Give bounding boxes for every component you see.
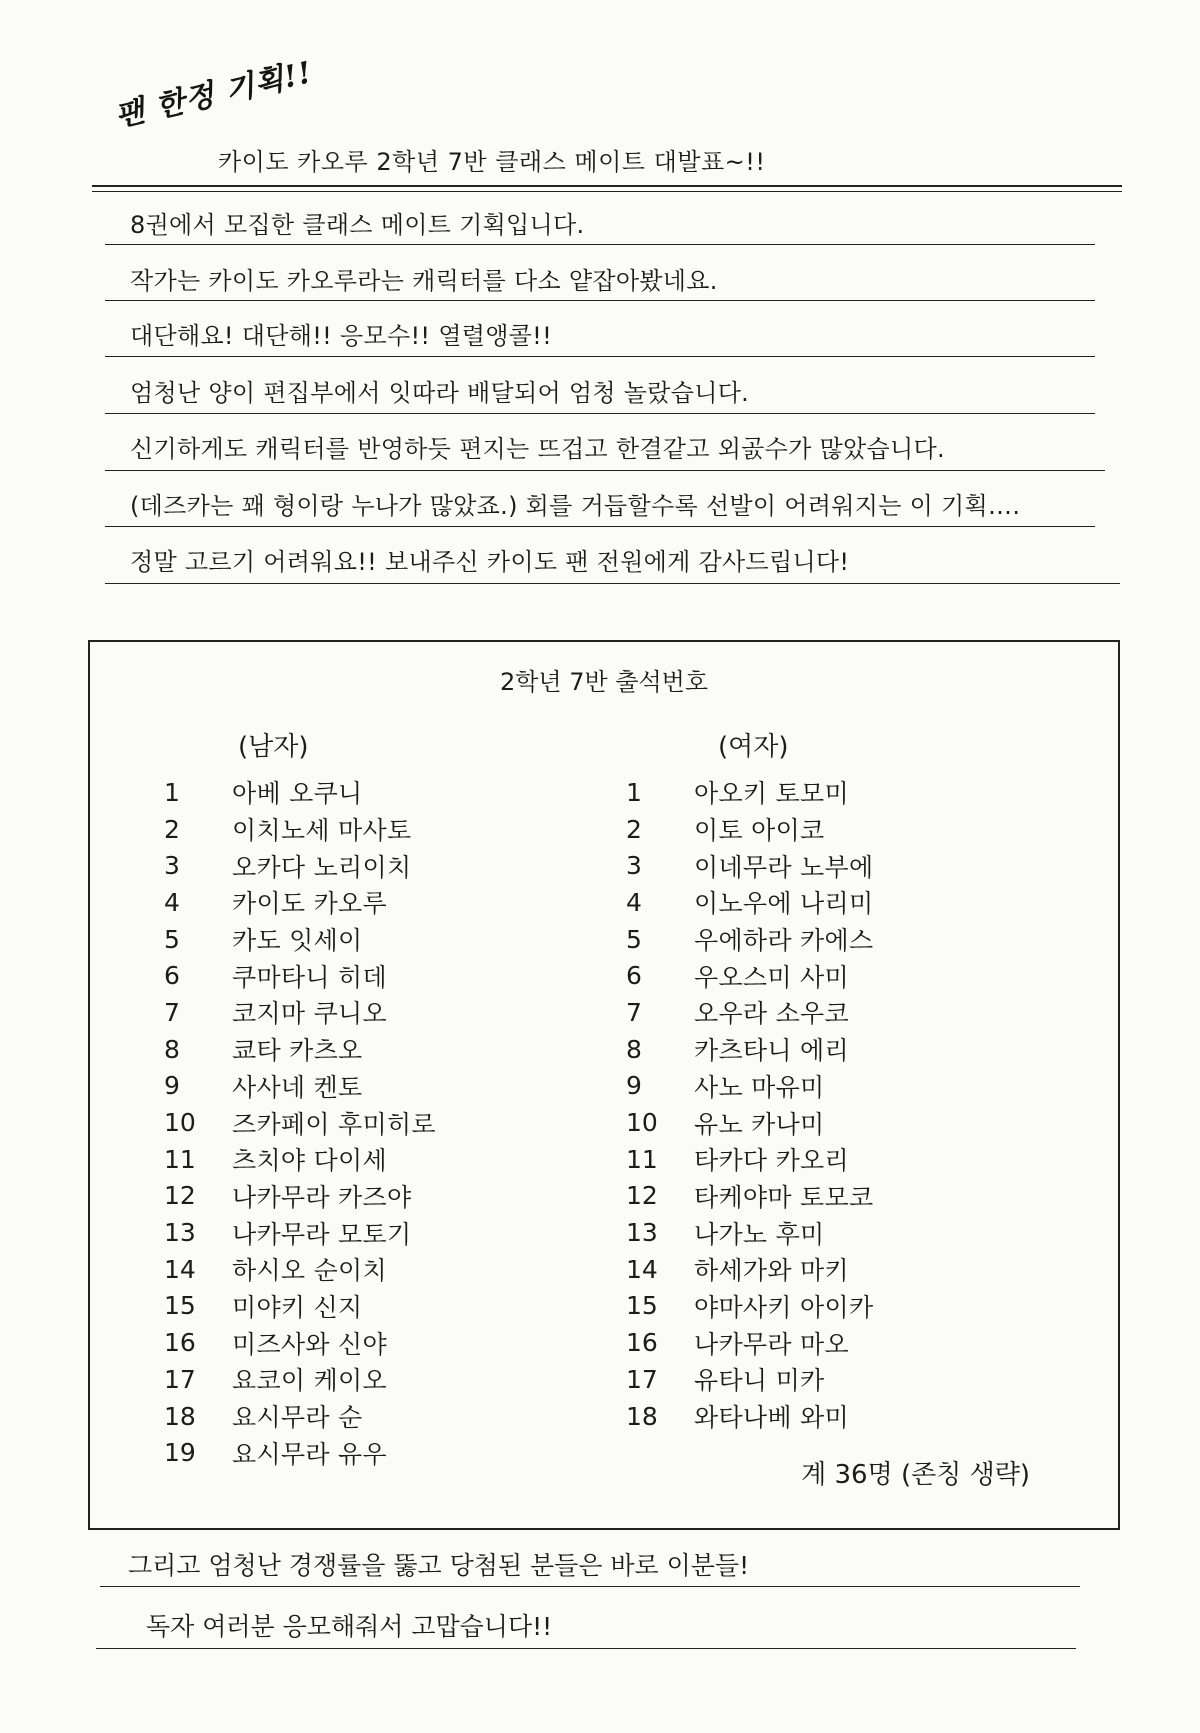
student-name: 츠치야 다이세	[232, 1146, 387, 1176]
student-name: 카츠타니 에리	[694, 1036, 849, 1066]
list-item	[162, 1031, 436, 1068]
roll-number: 17	[164, 1364, 196, 1394]
roll-number: 2	[164, 814, 180, 844]
list-item	[162, 1178, 436, 1215]
roll-number: 12	[626, 1181, 658, 1211]
student-name: 야마사키 아이카	[694, 1292, 874, 1322]
student-name: 오우라 소우코	[694, 999, 849, 1029]
roll-number: 5	[164, 924, 180, 954]
intro-rule-3	[105, 356, 1095, 357]
list-item	[624, 811, 873, 848]
student-name: 이노우에 나리미	[694, 889, 874, 919]
list-item	[162, 774, 436, 811]
list-item	[624, 1141, 873, 1178]
student-name: 아베 오쿠니	[232, 779, 363, 809]
student-name: 하시오 순이치	[232, 1256, 387, 1286]
roll-number: 14	[626, 1254, 658, 1284]
roll-number: 16	[164, 1328, 196, 1358]
roll-number: 15	[626, 1291, 658, 1321]
female-list	[624, 774, 873, 1434]
intro-line-4: 엄청난 양이 편집부에서 잇따라 배달되어 엄청 놀랐습니다.	[130, 379, 750, 407]
roll-number: 16	[626, 1328, 658, 1358]
list-item	[162, 1361, 436, 1398]
intro-line-3: 대단해요! 대단해!! 응모수!! 열렬앵콜!!	[130, 322, 553, 350]
list-item	[162, 994, 436, 1031]
roll-number: 10	[164, 1108, 196, 1138]
student-name: 미야키 신지	[232, 1292, 363, 1322]
student-name: 나카무라 모토기	[232, 1219, 412, 1249]
student-name: 나가노 후미	[694, 1219, 825, 1249]
roll-number: 1	[164, 777, 180, 807]
student-name: 우에하라 카에스	[694, 926, 874, 956]
list-item	[624, 994, 873, 1031]
roll-number: 8	[164, 1034, 180, 1064]
student-name: 즈카페이 후미히로	[232, 1109, 436, 1139]
female-heading: (여자)	[718, 732, 789, 762]
list-item	[162, 921, 436, 958]
roll-number: 1	[626, 777, 642, 807]
list-item	[624, 1288, 873, 1325]
roll-number: 18	[164, 1401, 196, 1431]
roll-number: 3	[626, 851, 642, 881]
roll-number: 4	[164, 887, 180, 917]
intro-line-7: 정말 고르기 어려워요!! 보내주신 카이도 팬 전원에게 감사드립니다!	[130, 548, 850, 576]
student-name: 카이도 카오루	[232, 889, 387, 919]
list-item	[162, 957, 436, 994]
intro-rule-2	[105, 300, 1095, 301]
list-item	[624, 847, 873, 884]
intro-line-2: 작가는 카이도 카오루라는 캐릭터를 다소 얕잡아봤네요.	[130, 267, 718, 295]
headline: 카이도 카오루 2학년 7반 클래스 메이트 대발표~!!	[218, 148, 766, 176]
headline-double-rule	[92, 185, 1122, 192]
list-item	[162, 1434, 436, 1471]
roll-number: 14	[164, 1254, 196, 1284]
list-item	[624, 1178, 873, 1215]
list-item	[624, 1361, 873, 1398]
student-name: 나카무라 마오	[694, 1329, 849, 1359]
roster-box	[88, 640, 1120, 1530]
footer-line-2: 독자 여러분 응모해줘서 고맙습니다!!	[146, 1612, 553, 1641]
roll-number: 3	[164, 851, 180, 881]
student-name: 우오스미 사미	[694, 962, 849, 992]
list-item	[162, 1141, 436, 1178]
intro-rule-5	[105, 470, 1105, 471]
roll-number: 5	[626, 924, 642, 954]
roster-title: 2학년 7반 출석번호	[499, 668, 709, 696]
intro-rule-1	[105, 244, 1095, 245]
roll-number: 15	[164, 1291, 196, 1321]
list-item	[162, 1288, 436, 1325]
list-item	[624, 957, 873, 994]
student-name: 타케야마 토모코	[694, 1182, 874, 1212]
list-item	[624, 1398, 873, 1435]
list-item	[624, 774, 873, 811]
student-name: 요시무라 순	[232, 1403, 363, 1433]
intro-rule-6	[105, 526, 1095, 527]
student-name: 이네무라 노부에	[694, 852, 874, 882]
intro-line-6: (데즈카는 꽤 형이랑 누나가 많았죠.) 회를 거듭할수록 선발이 어려워지는 이 기획….	[130, 492, 1021, 520]
list-item	[624, 884, 873, 921]
roll-number: 4	[626, 887, 642, 917]
roll-number: 6	[164, 961, 180, 991]
list-item	[624, 1031, 873, 1068]
roll-number: 13	[626, 1218, 658, 1248]
list-item	[162, 1104, 436, 1141]
student-name: 요코이 케이오	[232, 1366, 387, 1396]
roll-number: 11	[164, 1144, 196, 1174]
intro-rule-7	[105, 583, 1120, 584]
list-item	[624, 921, 873, 958]
student-name: 아오키 토모미	[694, 779, 849, 809]
intro-line-1: 8권에서 모집한 클래스 메이트 기획입니다.	[130, 211, 585, 239]
student-name: 와타나베 와미	[694, 1403, 849, 1433]
list-item	[624, 1068, 873, 1105]
roll-number: 9	[164, 1071, 180, 1101]
male-list	[162, 774, 436, 1471]
roll-number: 7	[626, 997, 642, 1027]
student-name: 타카다 카오리	[694, 1146, 849, 1176]
student-name: 쿄타 카츠오	[232, 1036, 363, 1066]
footer-rule-1	[100, 1586, 1080, 1587]
list-item	[162, 811, 436, 848]
roll-number: 8	[626, 1034, 642, 1064]
student-name: 카도 잇세이	[232, 926, 363, 956]
roll-number: 13	[164, 1218, 196, 1248]
list-item	[162, 1068, 436, 1105]
student-name: 사노 마유미	[694, 1072, 825, 1102]
student-name: 유타니 미카	[694, 1366, 825, 1396]
list-item	[162, 884, 436, 921]
intro-rule-4	[105, 413, 1095, 414]
roll-number: 19	[164, 1438, 196, 1468]
list-item	[162, 1398, 436, 1435]
list-item	[162, 1324, 436, 1361]
student-name: 사사네 켄토	[232, 1072, 363, 1102]
student-name: 이치노세 마사토	[232, 816, 412, 846]
roll-number: 17	[626, 1364, 658, 1394]
student-name: 이토 아이코	[694, 816, 825, 846]
roll-number: 6	[626, 961, 642, 991]
male-heading: (남자)	[238, 732, 309, 762]
student-name: 오카다 노리이치	[232, 852, 412, 882]
roll-number: 10	[626, 1108, 658, 1138]
list-item	[624, 1324, 873, 1361]
student-name: 나카무라 카즈야	[232, 1182, 412, 1212]
list-item	[162, 1214, 436, 1251]
footer-rule-2	[96, 1648, 1076, 1649]
roll-number: 18	[626, 1401, 658, 1431]
list-item	[624, 1214, 873, 1251]
list-item	[162, 847, 436, 884]
roll-number: 2	[626, 814, 642, 844]
student-name: 코지마 쿠니오	[232, 999, 387, 1029]
roll-number: 9	[626, 1071, 642, 1101]
student-name: 미즈사와 신야	[232, 1329, 387, 1359]
footer-line-1: 그리고 엄청난 경쟁률을 뚫고 당첨된 분들은 바로 이분들!	[128, 1551, 750, 1580]
roll-number: 7	[164, 997, 180, 1027]
student-name: 하세가와 마키	[694, 1256, 849, 1286]
student-name: 유노 카나미	[694, 1109, 825, 1139]
roll-number: 11	[626, 1144, 658, 1174]
roll-number: 12	[164, 1181, 196, 1211]
handwritten-tag: 팬 한정 기획!!	[111, 55, 316, 135]
list-item	[624, 1251, 873, 1288]
list-item	[624, 1104, 873, 1141]
student-name: 요시무라 유우	[232, 1439, 387, 1469]
intro-line-5: 신기하게도 캐릭터를 반영하듯 편지는 뜨겁고 한결같고 외곬수가 많았습니다.	[130, 435, 945, 463]
student-name: 쿠마타니 히데	[232, 962, 387, 992]
roster-total: 계 36명 (존칭 생략)	[801, 1460, 1030, 1490]
list-item	[162, 1251, 436, 1288]
